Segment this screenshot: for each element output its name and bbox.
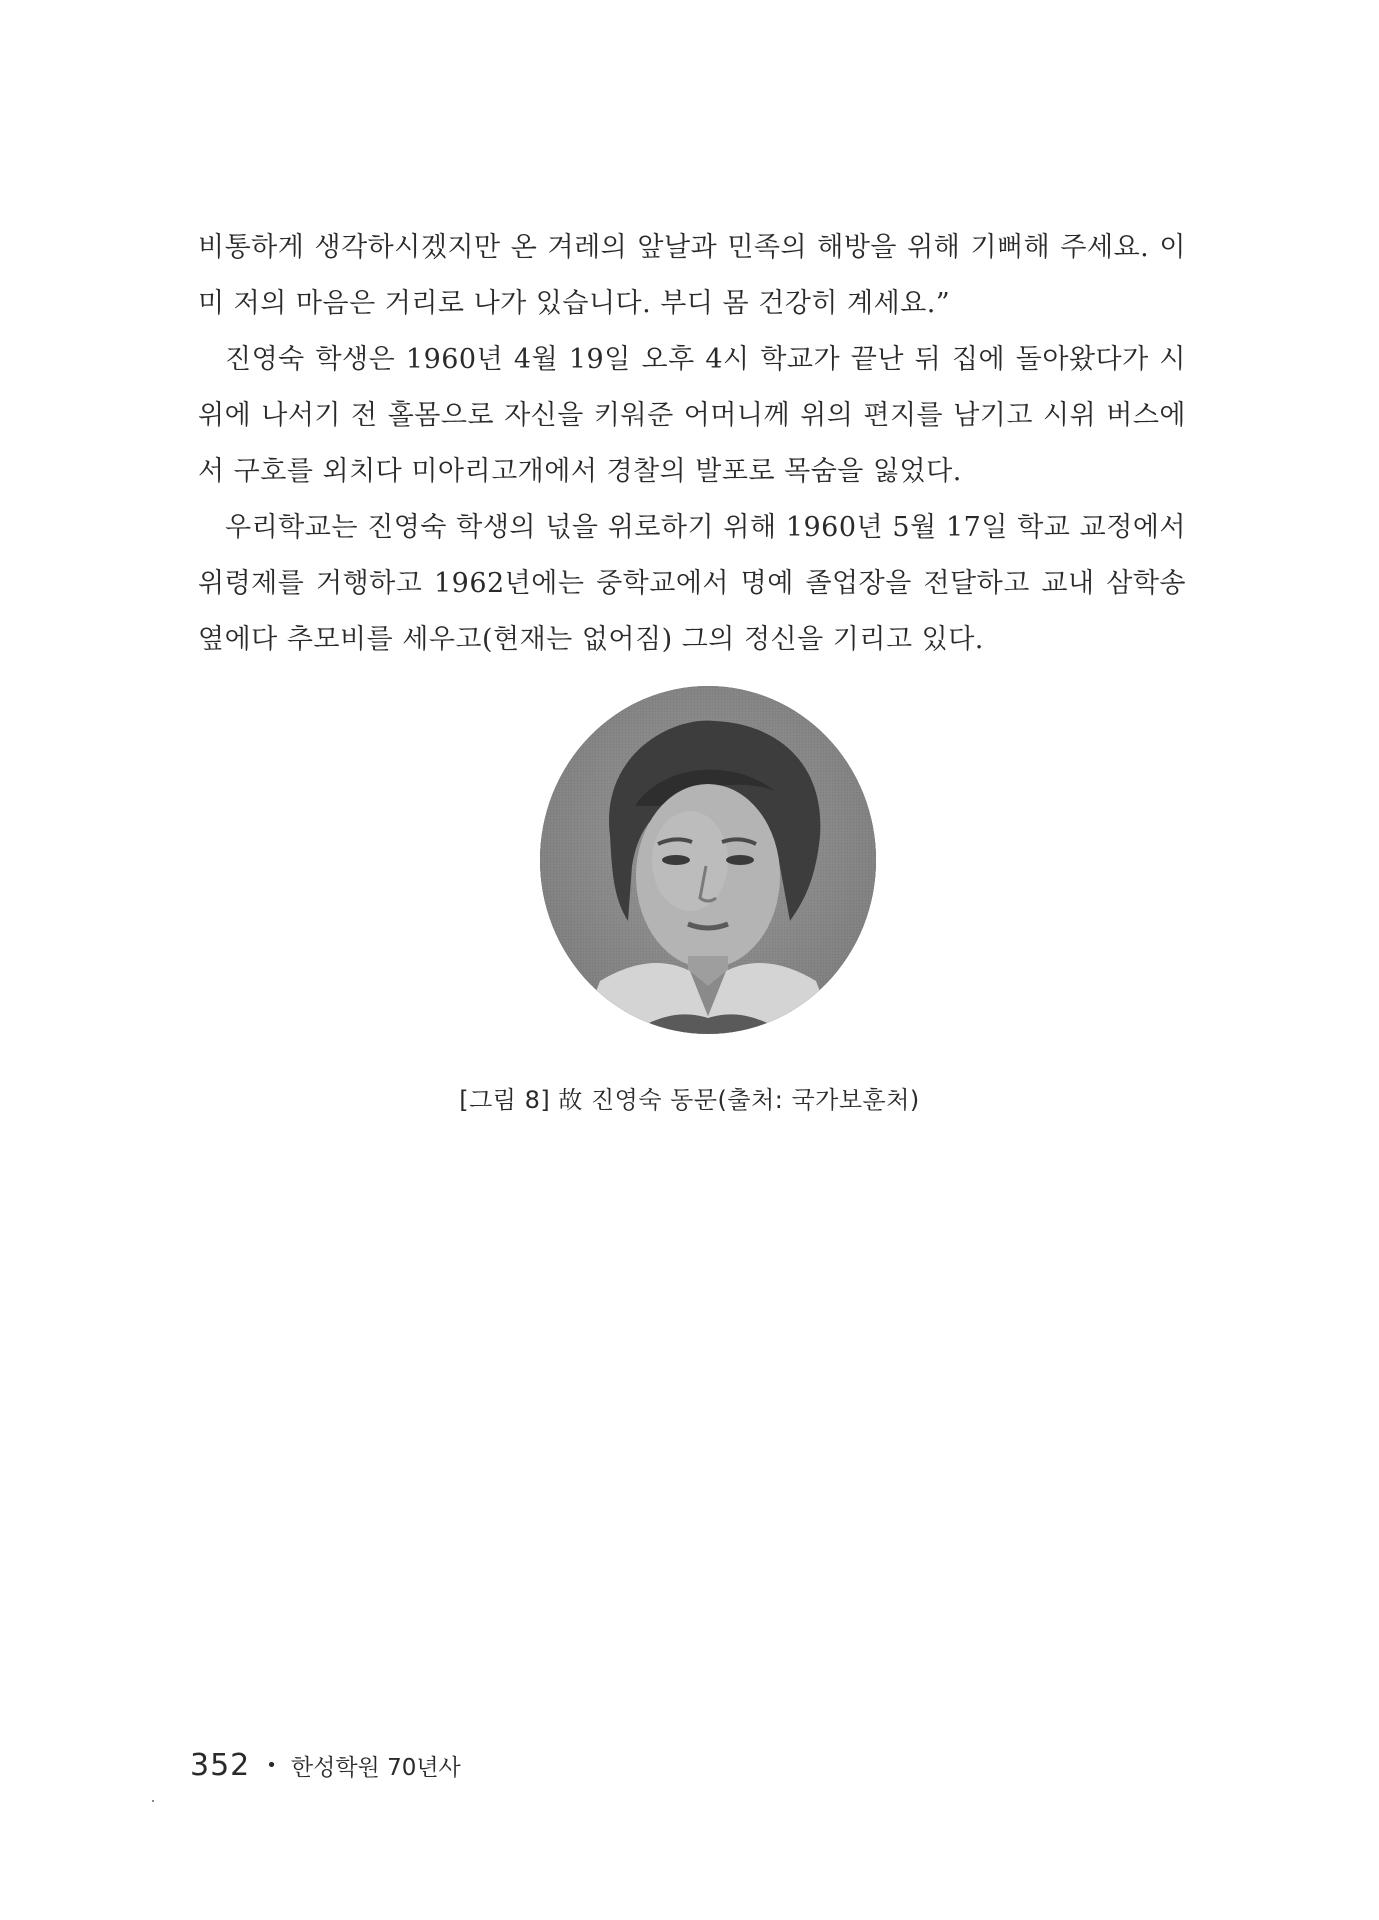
figure-caption: [그림 8] 故 진영숙 동문(출처: 국가보훈처) bbox=[459, 1086, 920, 1114]
portrait-photo bbox=[540, 686, 876, 1034]
portrait-figure bbox=[540, 686, 876, 1034]
page-footer bbox=[190, 1748, 461, 1783]
body-text bbox=[198, 220, 1186, 668]
footer-bullet-icon: • bbox=[266, 1755, 277, 1776]
portrait-illustration bbox=[540, 686, 876, 1034]
paragraph-memorial: 우리학교는 진영숙 학생의 넋을 위로하기 위해 1960년 5월 17일 학교 교정에서 위령제를 거행하고 1962년에는 중학교에서 명예 졸업장을 전달하고 교내 삼학송 옆에다 추모비를 세우고(현재는 없어짐) 그의 정신을 기리고 있다. bbox=[198, 512, 1186, 655]
scan-speck bbox=[152, 1800, 154, 1802]
paragraph-death-account: 진영숙 학생은 1960년 4월 19일 오후 4시 학교가 끝난 뒤 집에 돌아왔다가 시위에 나서기 전 홀몸으로 자신을 키워준 어머니께 위의 편지를 남기고 시위 버스에서 구호를 외치다 미아리고개에서 경찰의 발포로 목숨을 잃었다. bbox=[198, 344, 1186, 487]
paragraph-letter-ending: 비통하게 생각하시겠지만 온 겨레의 앞날과 민족의 해방을 위해 기뻐해 주세요. 이미 저의 마음은 거리로 나가 있습니다. 부디 몸 건강히 계세요.” bbox=[198, 232, 1186, 319]
book-title: 한성학원 70년사 bbox=[290, 1755, 461, 1781]
page-number: 352 bbox=[190, 1748, 251, 1783]
